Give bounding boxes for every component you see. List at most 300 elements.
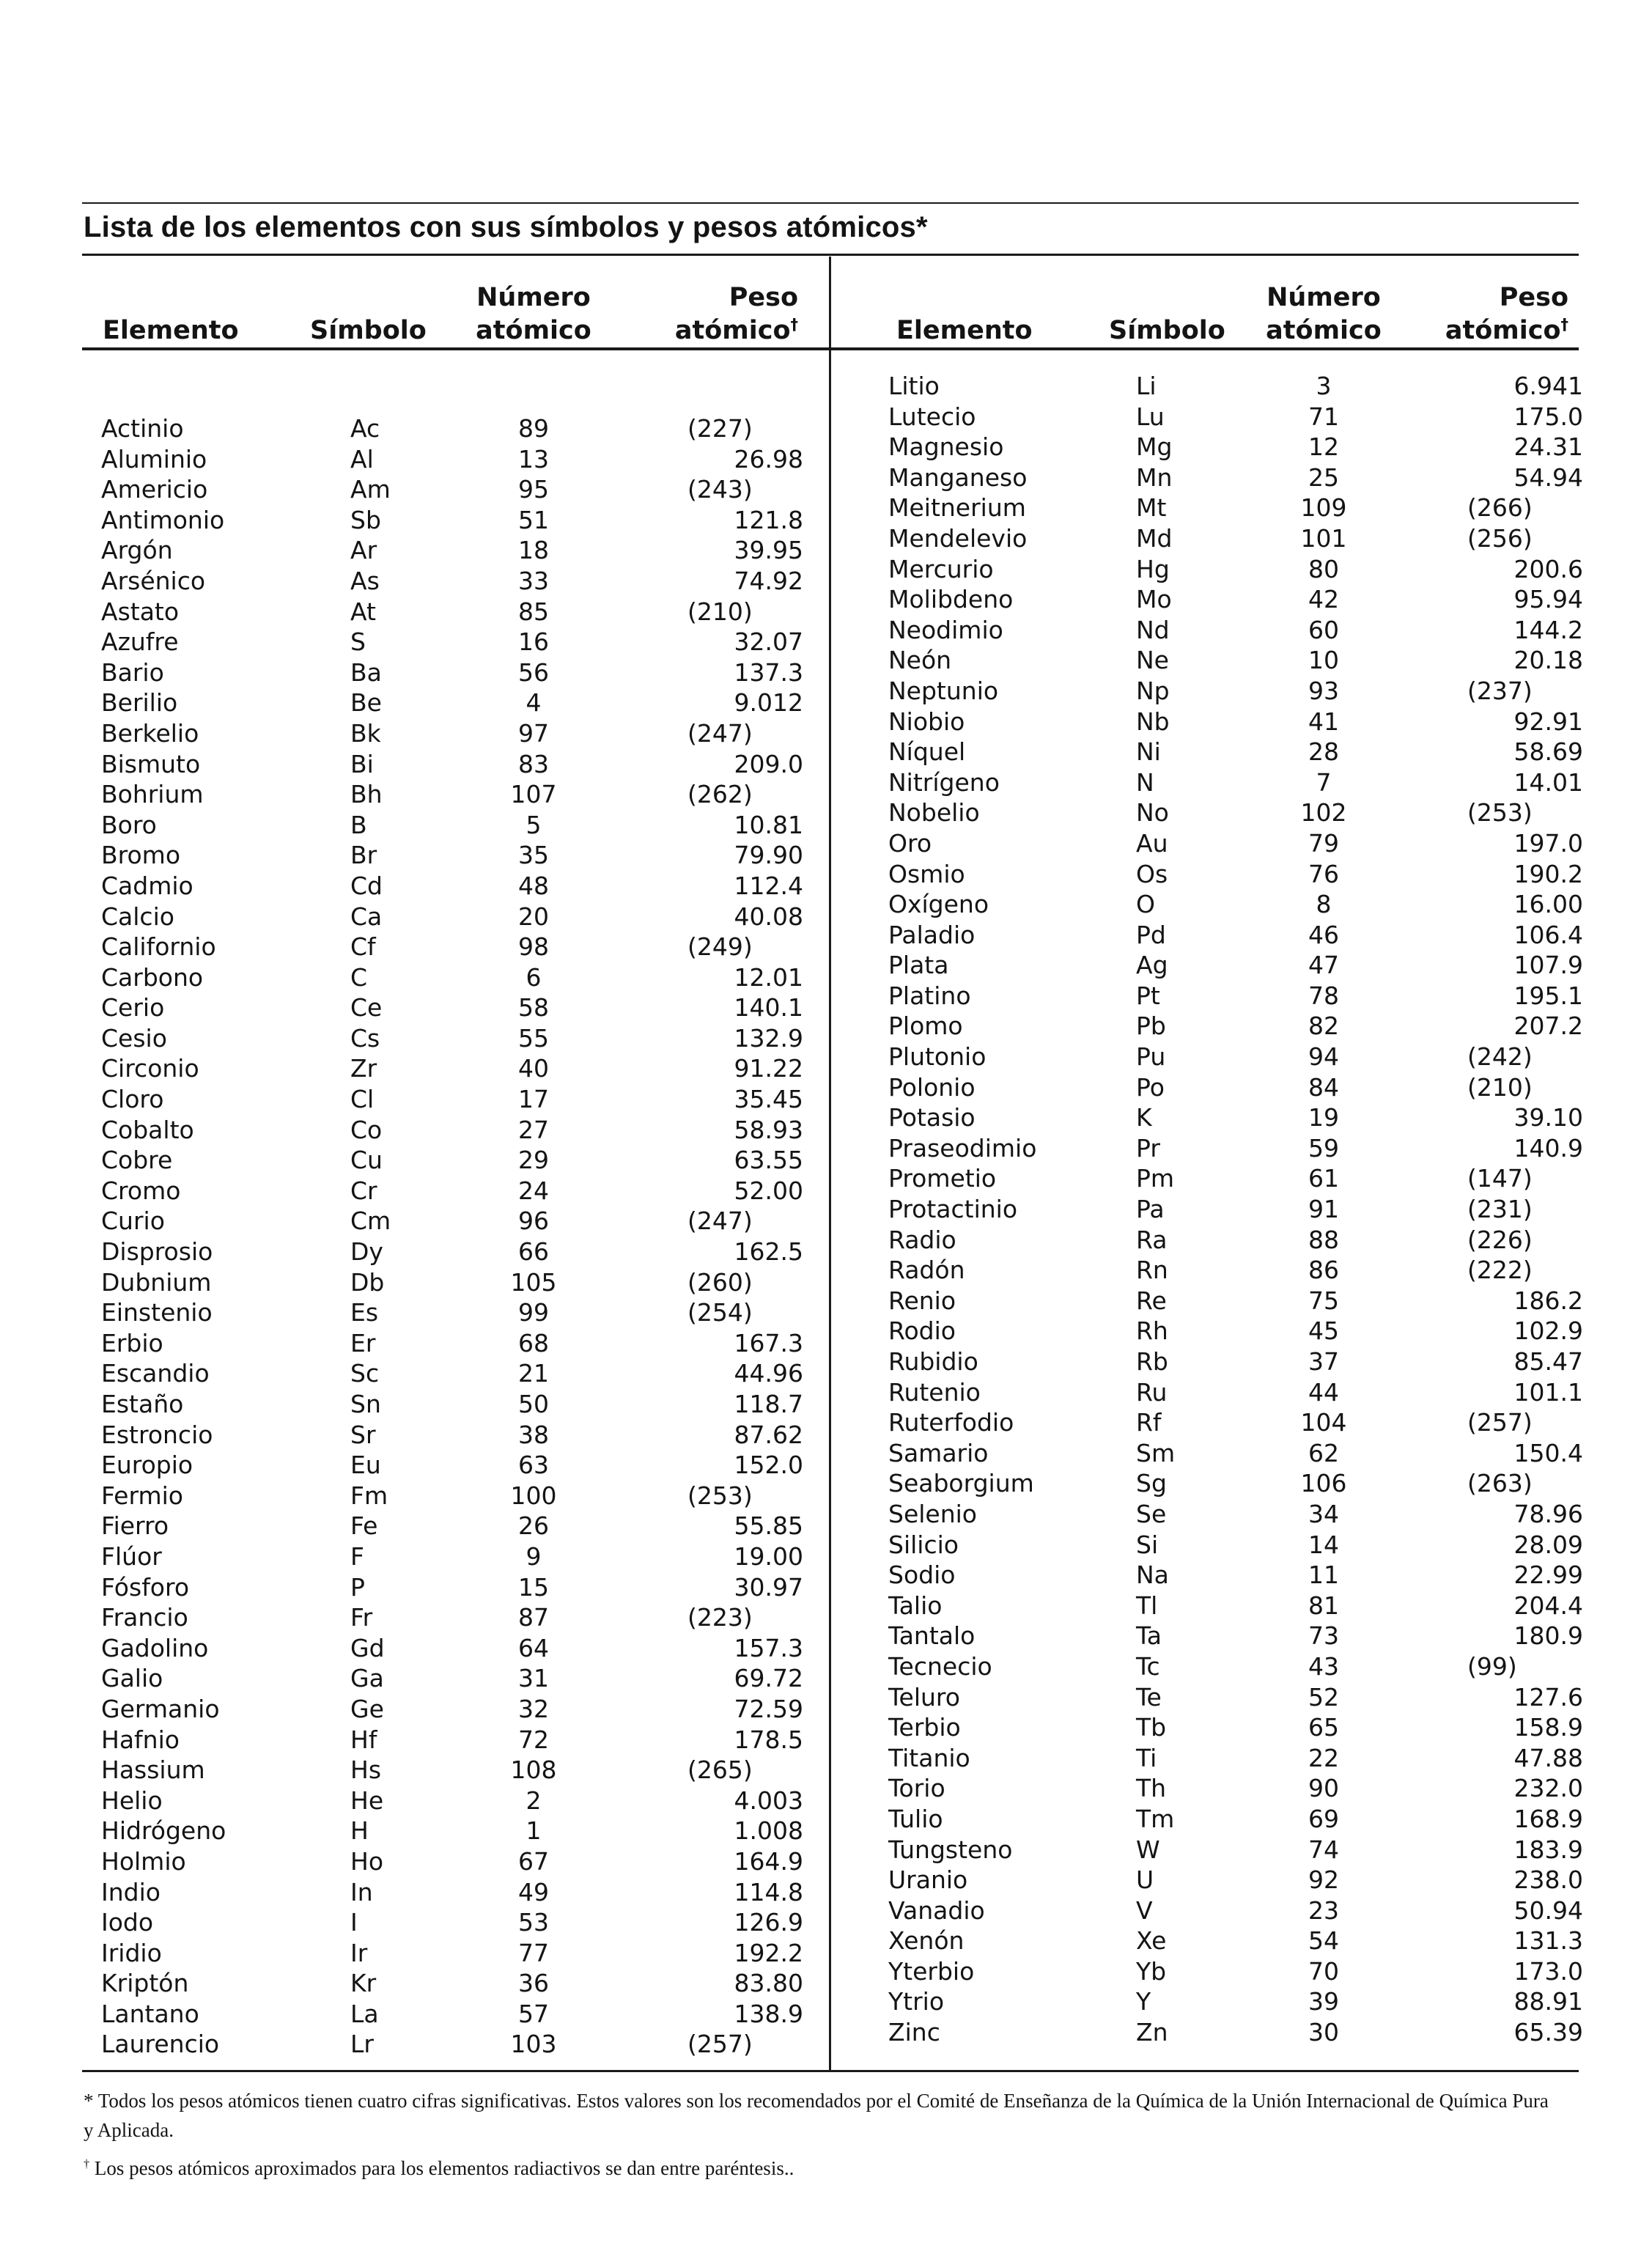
element-row xyxy=(888,859,1583,890)
header-weight: Peso atómico† xyxy=(1445,283,1568,345)
atomic-weight: 162.5 xyxy=(734,1237,803,1267)
element-name: Cloro xyxy=(101,1085,164,1114)
element-row xyxy=(101,413,805,444)
atomic-number: 71 xyxy=(1308,402,1339,431)
atomic-weight: 106.4 xyxy=(1513,920,1583,949)
element-name: Zinc xyxy=(888,2018,940,2047)
atomic-number: 87 xyxy=(518,1603,549,1632)
element-row xyxy=(888,1804,1583,1835)
element-row xyxy=(101,1328,805,1359)
element-symbol: Es xyxy=(350,1298,379,1327)
atomic-weight: 164.9 xyxy=(734,1846,803,1876)
atomic-weight: (147) xyxy=(1467,1164,1533,1193)
element-name: Germanio xyxy=(101,1694,220,1723)
atomic-number: 107 xyxy=(510,780,557,809)
element-row xyxy=(888,1438,1583,1469)
element-row xyxy=(888,676,1570,707)
header-weight: Peso atómico† xyxy=(674,283,798,345)
element-row xyxy=(101,1389,805,1420)
element-row xyxy=(888,1986,1583,2017)
atomic-weight: 102.9 xyxy=(1513,1316,1583,1346)
element-name: Plomo xyxy=(888,1012,963,1041)
atomic-weight: 58.93 xyxy=(734,1115,803,1144)
element-name: Circonio xyxy=(101,1054,199,1083)
element-name: Níquel xyxy=(888,737,966,767)
atomic-number: 108 xyxy=(510,1756,557,1785)
element-row xyxy=(101,1206,805,1237)
atomic-weight: 175.0 xyxy=(1513,402,1583,431)
element-row xyxy=(888,1591,1583,1621)
atomic-number: 42 xyxy=(1308,585,1339,614)
element-name: Oxígeno xyxy=(888,890,989,919)
atomic-weight: 197.0 xyxy=(1513,828,1583,858)
atomic-weight: 87.62 xyxy=(734,1420,803,1449)
atomic-weight: (260) xyxy=(687,1267,753,1297)
element-row xyxy=(888,1011,1583,1042)
atomic-number: 7 xyxy=(1316,767,1332,797)
element-name: Manganeso xyxy=(888,463,1028,492)
element-name: Meitnerium xyxy=(888,493,1026,523)
element-name: Ruterfodio xyxy=(888,1408,1014,1437)
atomic-number: 74 xyxy=(1308,1835,1339,1864)
element-row xyxy=(101,1633,805,1664)
atomic-weight: 44.96 xyxy=(734,1359,803,1388)
atomic-number: 64 xyxy=(518,1633,549,1662)
element-name: Holmio xyxy=(101,1846,186,1876)
element-row xyxy=(101,810,805,841)
atomic-weight: 92.91 xyxy=(1513,707,1583,736)
atomic-number: 78 xyxy=(1308,981,1339,1010)
atomic-weight: 65.39 xyxy=(1513,2018,1583,2047)
element-row xyxy=(888,645,1583,676)
element-symbol: Rn xyxy=(1136,1256,1168,1285)
atomic-weight: 131.3 xyxy=(1513,1926,1583,1956)
element-row xyxy=(101,871,805,902)
element-row xyxy=(888,1133,1583,1164)
element-symbol: O xyxy=(1136,890,1155,919)
element-name: Terbio xyxy=(888,1713,961,1742)
atomic-number: 23 xyxy=(1308,1896,1339,1925)
element-name: Prometio xyxy=(888,1164,997,1193)
element-symbol: Cd xyxy=(350,871,383,900)
element-symbol: Bk xyxy=(350,718,381,748)
element-symbol: Ca xyxy=(350,902,383,931)
element-symbol: Md xyxy=(1136,523,1173,553)
atomic-number: 10 xyxy=(1308,646,1339,675)
atomic-number: 30 xyxy=(1308,2018,1339,2047)
element-symbol: Bi xyxy=(350,749,374,778)
element-name: Cromo xyxy=(101,1176,181,1205)
atomic-weight: 209.0 xyxy=(734,749,803,778)
element-row xyxy=(101,566,805,597)
element-row xyxy=(101,535,805,566)
atomic-weight: 138.9 xyxy=(734,1999,803,2028)
element-symbol: Ag xyxy=(1136,951,1168,980)
element-name: Arsénico xyxy=(101,566,206,595)
element-row xyxy=(888,1773,1583,1804)
header-symbol: Símbolo xyxy=(310,316,427,345)
atomic-number: 61 xyxy=(1308,1164,1339,1193)
element-symbol: W xyxy=(1136,1835,1160,1864)
element-name: Cobre xyxy=(101,1146,173,1175)
element-name: Bario xyxy=(101,657,164,687)
atomic-weight: 6.941 xyxy=(1513,372,1583,400)
element-row xyxy=(888,523,1570,554)
element-row xyxy=(888,2017,1583,2048)
element-row xyxy=(888,1896,1583,1926)
element-row xyxy=(888,1255,1570,1286)
element-symbol: Sr xyxy=(350,1420,376,1449)
atomic-weight: 95.94 xyxy=(1513,585,1583,614)
element-name: Fósforo xyxy=(101,1572,190,1602)
element-symbol: P xyxy=(350,1572,365,1602)
element-symbol: B xyxy=(350,810,367,839)
atomic-weight: 69.72 xyxy=(734,1664,803,1693)
element-row xyxy=(101,597,805,627)
atomic-weight: 150.4 xyxy=(1513,1438,1583,1467)
element-symbol: Ta xyxy=(1136,1621,1162,1651)
element-symbol: Ra xyxy=(1136,1225,1168,1254)
element-symbol: Kr xyxy=(350,1969,377,1998)
atomic-weight: (222) xyxy=(1467,1256,1533,1285)
element-symbol: Sc xyxy=(350,1359,380,1388)
atomic-number: 90 xyxy=(1308,1774,1339,1803)
header-number: Número atómico xyxy=(1266,283,1382,345)
element-name: Neodimio xyxy=(888,615,1003,644)
element-row xyxy=(101,1358,805,1389)
element-row xyxy=(101,1938,805,1969)
atomic-weight: 22.99 xyxy=(1513,1561,1583,1590)
atomic-number: 51 xyxy=(518,505,549,534)
element-name: Ytrio xyxy=(888,1987,945,2016)
atomic-number: 21 xyxy=(518,1359,549,1388)
atomic-number: 15 xyxy=(518,1572,549,1602)
element-name: Teluro xyxy=(888,1682,960,1712)
element-row xyxy=(888,584,1583,615)
atomic-number: 27 xyxy=(518,1115,549,1144)
element-name: Paladio xyxy=(888,920,976,949)
atomic-number: 35 xyxy=(518,841,549,870)
atomic-weight: 26.98 xyxy=(734,444,803,474)
element-name: Osmio xyxy=(888,859,965,888)
atomic-weight: 1.008 xyxy=(734,1816,803,1846)
element-name: Seaborgium xyxy=(888,1469,1034,1498)
atomic-number: 32 xyxy=(518,1694,549,1723)
atomic-weight: 168.9 xyxy=(1513,1804,1583,1833)
element-name: Kriptón xyxy=(101,1969,189,1998)
element-row xyxy=(101,1267,805,1298)
element-name: Mendelevio xyxy=(888,523,1028,553)
element-symbol: Rh xyxy=(1136,1316,1168,1346)
atomic-weight: 10.81 xyxy=(734,810,803,839)
element-symbol: Bh xyxy=(350,780,383,809)
element-name: Astato xyxy=(101,597,180,626)
atomic-weight: (226) xyxy=(1467,1225,1533,1254)
element-name: Hafnio xyxy=(101,1725,180,1754)
atomic-number: 54 xyxy=(1308,1926,1339,1956)
atomic-weight: 74.92 xyxy=(734,566,803,595)
element-symbol: Tb xyxy=(1136,1713,1167,1742)
element-name: Galio xyxy=(101,1664,163,1693)
atomic-number: 9 xyxy=(526,1541,542,1571)
element-name: Silicio xyxy=(888,1530,959,1559)
element-symbol: Pd xyxy=(1136,920,1166,949)
atomic-number: 75 xyxy=(1308,1286,1339,1315)
element-row xyxy=(888,1926,1583,1956)
element-row xyxy=(101,444,805,475)
element-name: Berkelio xyxy=(101,718,199,748)
element-row xyxy=(101,1572,805,1603)
footnote-star: * Todos los pesos atómicos tienen cuatro cifras significativas. Estos valores son los recomendados por el Comité de Enseñanza de la Química de la Unión Internacional de Química Pura y Aplicada. xyxy=(84,2090,1549,2141)
atomic-weight: 140.1 xyxy=(734,993,803,1023)
element-symbol: Hg xyxy=(1136,554,1170,583)
atomic-weight: (257) xyxy=(687,2030,753,2059)
element-row xyxy=(888,920,1583,951)
element-row xyxy=(101,1968,805,1999)
element-row xyxy=(888,371,1583,402)
element-symbol: Yb xyxy=(1136,1956,1167,1986)
element-name: Renio xyxy=(888,1286,956,1315)
element-symbol: Tc xyxy=(1136,1651,1160,1681)
element-row xyxy=(888,1407,1570,1438)
atomic-number: 43 xyxy=(1308,1651,1339,1681)
element-name: Tecnecio xyxy=(888,1651,992,1681)
element-row xyxy=(888,1743,1583,1774)
atomic-weight: 157.3 xyxy=(734,1633,803,1662)
element-name: Einstenio xyxy=(101,1298,213,1327)
element-symbol: Mg xyxy=(1136,432,1173,462)
element-symbol: Hf xyxy=(350,1725,377,1754)
atomic-number: 100 xyxy=(510,1481,557,1510)
atomic-weight: 52.00 xyxy=(734,1176,803,1205)
element-row xyxy=(888,767,1583,798)
element-row xyxy=(101,688,805,718)
element-name: Fermio xyxy=(101,1481,183,1510)
element-name: Cesio xyxy=(101,1023,167,1053)
atomic-weight: 30.97 xyxy=(734,1572,803,1602)
element-symbol: Tl xyxy=(1136,1591,1158,1620)
atomic-number: 95 xyxy=(518,475,549,504)
element-symbol: Np xyxy=(1136,676,1170,705)
element-row xyxy=(888,1682,1583,1713)
element-symbol: Y xyxy=(1136,1987,1151,2016)
atomic-weight: (247) xyxy=(687,1206,753,1236)
atomic-number: 59 xyxy=(1308,1133,1339,1163)
element-name: Uranio xyxy=(888,1865,968,1895)
atomic-number: 88 xyxy=(1308,1225,1339,1254)
element-symbol: H xyxy=(350,1816,369,1846)
element-symbol: Cu xyxy=(350,1146,383,1175)
atomic-number: 102 xyxy=(1300,798,1347,828)
atomic-weight: 50.94 xyxy=(1513,1896,1583,1925)
element-name: Calcio xyxy=(101,902,174,931)
element-symbol: Ni xyxy=(1136,737,1161,767)
atomic-weight: 54.94 xyxy=(1513,463,1583,492)
atomic-weight: 83.80 xyxy=(734,1969,803,1998)
element-name: Boro xyxy=(101,810,157,839)
element-name: Helio xyxy=(101,1786,163,1815)
atomic-number: 11 xyxy=(1308,1561,1339,1590)
atomic-weight: 238.0 xyxy=(1513,1865,1583,1895)
atomic-weight: 35.45 xyxy=(734,1085,803,1114)
element-row xyxy=(101,718,805,749)
element-symbol: Ru xyxy=(1136,1377,1168,1407)
atomic-weight: 173.0 xyxy=(1513,1956,1583,1986)
atomic-weight: (265) xyxy=(687,1756,753,1785)
atomic-weight: 144.2 xyxy=(1513,615,1583,644)
element-row xyxy=(888,1468,1570,1499)
element-symbol: La xyxy=(350,1999,379,2028)
element-symbol: Mo xyxy=(1136,585,1172,614)
atomic-number: 20 xyxy=(518,902,549,931)
element-name: Aluminio xyxy=(101,444,207,474)
element-name: Dubnium xyxy=(101,1267,212,1297)
atomic-number: 80 xyxy=(1308,554,1339,583)
atomic-weight: 178.5 xyxy=(734,1725,803,1754)
atomic-number: 83 xyxy=(518,749,549,778)
atomic-weight: (263) xyxy=(1467,1469,1533,1498)
element-symbol: Te xyxy=(1136,1682,1162,1712)
atomic-number: 49 xyxy=(518,1877,549,1906)
element-name: Samario xyxy=(888,1438,989,1467)
element-row xyxy=(888,1712,1583,1743)
element-name: Argón xyxy=(101,536,173,565)
element-symbol: Al xyxy=(350,444,374,474)
element-symbol: Dy xyxy=(350,1237,383,1267)
atomic-number: 55 xyxy=(518,1023,549,1053)
atomic-number: 31 xyxy=(518,1664,549,1693)
atomic-weight: 85.47 xyxy=(1513,1347,1583,1376)
atomic-number: 60 xyxy=(1308,615,1339,644)
element-name: Iridio xyxy=(101,1938,162,1967)
atomic-number: 79 xyxy=(1308,828,1339,858)
element-name: Tantalo xyxy=(888,1621,976,1651)
element-name: Hidrógeno xyxy=(101,1816,226,1846)
atomic-number: 37 xyxy=(1308,1347,1339,1376)
atomic-number: 3 xyxy=(1316,372,1332,400)
element-name: Bohrium xyxy=(101,780,204,809)
element-row xyxy=(101,2029,805,2060)
element-symbol: Co xyxy=(350,1115,383,1144)
atomic-number: 70 xyxy=(1308,1956,1339,1986)
atomic-number: 67 xyxy=(518,1846,549,1876)
element-name: Laurencio xyxy=(101,2030,220,2059)
element-symbol: Am xyxy=(350,475,391,504)
element-row xyxy=(888,463,1583,493)
element-name: Francio xyxy=(101,1603,188,1632)
element-symbol: Sn xyxy=(350,1390,381,1418)
element-symbol: Cr xyxy=(350,1176,377,1205)
element-row xyxy=(101,1145,805,1176)
atomic-weight: (223) xyxy=(687,1603,753,1632)
element-name: Iodo xyxy=(101,1908,154,1937)
element-row xyxy=(101,1481,805,1511)
element-name: Neptunio xyxy=(888,676,999,705)
atomic-weight: 186.2 xyxy=(1513,1286,1583,1315)
atomic-number: 109 xyxy=(1300,493,1347,523)
atomic-weight: 190.2 xyxy=(1513,859,1583,888)
atomic-weight: (210) xyxy=(1467,1072,1533,1102)
element-symbol: Hs xyxy=(350,1756,382,1785)
element-symbol: Fr xyxy=(350,1603,373,1632)
element-symbol: Ga xyxy=(350,1664,384,1693)
element-row xyxy=(101,627,805,657)
header-left xyxy=(0,274,829,347)
atomic-weight: (249) xyxy=(687,932,753,962)
element-symbol: Os xyxy=(1136,859,1168,888)
atomic-number: 38 xyxy=(518,1420,549,1449)
element-symbol: Cf xyxy=(350,932,376,962)
atomic-number: 34 xyxy=(1308,1499,1339,1528)
element-name: Cerio xyxy=(101,993,165,1023)
element-row xyxy=(888,402,1583,432)
element-symbol: Zn xyxy=(1136,2018,1168,2047)
atomic-number: 39 xyxy=(1308,1987,1339,2016)
atomic-weight: 24.31 xyxy=(1513,432,1583,462)
atomic-number: 19 xyxy=(1308,1103,1339,1132)
element-name: Radio xyxy=(888,1225,956,1254)
element-row xyxy=(101,1755,805,1786)
atomic-weight: (243) xyxy=(687,475,753,504)
atomic-number: 63 xyxy=(518,1451,549,1480)
atomic-weight: 78.96 xyxy=(1513,1499,1583,1528)
element-name: Xenón xyxy=(888,1926,965,1956)
element-symbol: In xyxy=(350,1877,373,1906)
element-name: Hassium xyxy=(101,1756,205,1785)
element-symbol: As xyxy=(350,566,380,595)
element-row xyxy=(101,779,805,810)
element-symbol: Pt xyxy=(1136,981,1160,1010)
element-symbol: No xyxy=(1136,798,1169,828)
element-symbol: Sg xyxy=(1136,1469,1167,1498)
atomic-number: 89 xyxy=(518,414,549,443)
element-name: Lutecio xyxy=(888,402,976,431)
element-row xyxy=(888,1286,1583,1316)
atomic-number: 57 xyxy=(518,1999,549,2028)
atomic-weight: (247) xyxy=(687,718,753,748)
atomic-number: 41 xyxy=(1308,707,1339,736)
element-symbol: Pb xyxy=(1136,1012,1166,1041)
element-symbol: F xyxy=(350,1541,364,1571)
element-symbol: Ar xyxy=(350,536,377,565)
element-row xyxy=(101,1816,805,1846)
element-row xyxy=(888,950,1583,981)
element-row xyxy=(888,1956,1583,1987)
atomic-number: 45 xyxy=(1308,1316,1339,1346)
element-symbol: Ac xyxy=(350,414,380,443)
element-row xyxy=(888,1835,1583,1865)
atomic-number: 25 xyxy=(1308,463,1339,492)
element-name: Flúor xyxy=(101,1541,162,1571)
element-symbol: Rb xyxy=(1136,1347,1168,1376)
element-row xyxy=(101,1602,805,1633)
atomic-number: 98 xyxy=(518,932,549,962)
atomic-weight: (253) xyxy=(687,1481,753,1510)
element-symbol: Ir xyxy=(350,1938,368,1967)
element-symbol: Na xyxy=(1136,1561,1169,1590)
atomic-number: 104 xyxy=(1300,1408,1347,1437)
header-number: Número atómico xyxy=(476,283,591,345)
atomic-number: 4 xyxy=(526,688,542,718)
element-row xyxy=(888,1072,1570,1103)
element-row xyxy=(101,1999,805,2030)
atomic-number: 58 xyxy=(518,993,549,1023)
element-row xyxy=(888,707,1583,737)
element-symbol: At xyxy=(350,597,376,626)
element-row xyxy=(101,1023,805,1054)
atomic-number: 33 xyxy=(518,566,549,595)
element-row xyxy=(101,840,805,871)
